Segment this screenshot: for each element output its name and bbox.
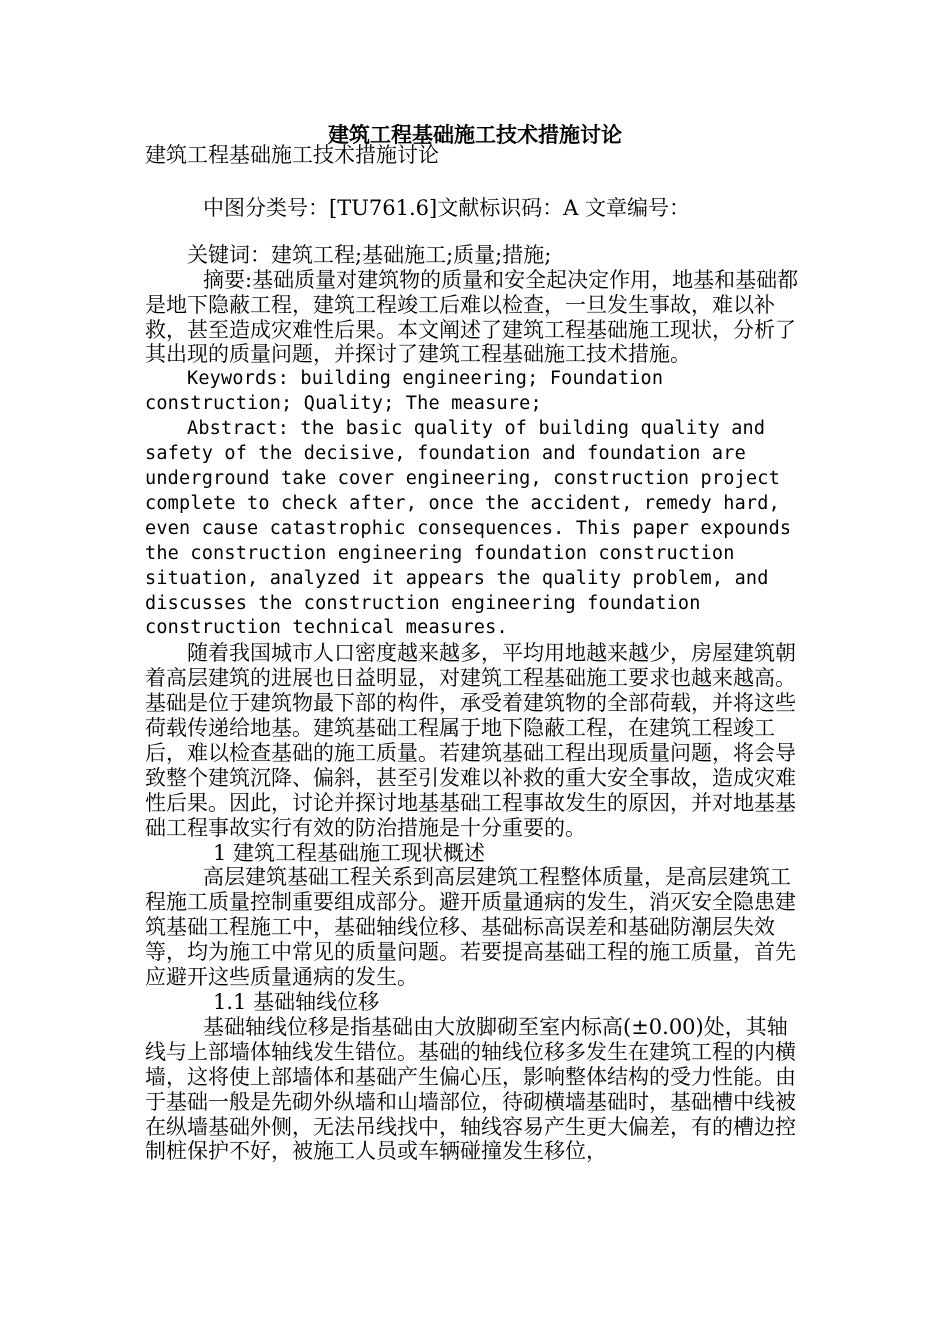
spacer [145,221,805,243]
section-1-body: 高层建筑基础工程关系到高层建筑工程整体质量，是高层建筑工程施工质量控制重要组成部分。避开质量通病的发生，消灭安全隐患建筑基础工程施工中，基础轴线位移、基础标高误差和基础防潮层失效等，均为施工中常见的质量问题。若要提高基础工程的施工质量，首先应避开这些质量通病的发生。 [145,865,796,990]
document-subtitle: 建筑工程基础施工技术措施讨论 [145,143,439,167]
abstract-cn: 摘要:基础质量对建筑物的质量和安全起决定作用，地基和基础都是地下隐蔽工程，建筑工程竣工后难以检查，一旦发生事故，难以补救，甚至造成灾难性后果。本文阐述了建筑工程基础施工现状，分析了其出现的质量问题，并探讨了建筑工程基础施工技术措施。 [145,267,799,367]
section-1-1-body: 基础轴线位移是指基础由大放脚砌至室内标高(±0.00)处，其轴线与上部墙体轴线发生错位。基础的轴线位移多发生在建筑工程的内横墙，这将使上部墙体和基础产生偏心压，影响整体结构的受力性能。由于基础一般是先砌外纵墙和山墙部位，待砌横墙基础时，基础槽中线被在纵墙基础外侧，无法吊线找中，轴线容易产生更大偏差，有的槽边控制桩保护不好，被施工人员或车辆碰撞发生移位， [145,1014,796,1164]
abstract-en: Abstract: the basic quality of building quality and safety of the decisive, foundation and foundation are underground take cover engineering, construction project complete to check after, once the accident, remedy hard, even cause catastrophic consequences. This paper expounds the construction engineering foundation construction situation, analyzed it appears the quality problem, and discusses the construction engineering foundation construction technical measures. [145,418,792,639]
document-title: 建筑工程基础施工技术措施讨论 [328,122,622,147]
keywords-en: Keywords: building engineering; Foundation construction; Quality; The measure; [145,368,664,415]
document-page [145,116,805,1164]
section-1-heading: 1 建筑工程基础施工现状概述 [213,840,486,865]
intro-paragraph: 随着我国城市人口密度越来越多，平均用地越来越少，房屋建筑朝着高层建筑的进展也日益明显，对建筑工程基础施工要求也越来越高。基础是位于建筑物最下部的构件，承受着建筑物的全部荷载，并将这些荷载传递给地基。建筑基础工程属于地下隐蔽工程，在建筑工程竣工后，难以检查基础的施工质量。若建筑基础工程出现质量问题，将会导致整个建筑沉降、偏斜，甚至引发难以补救的重大安全事故，造成灾难性后果。因此，讨论并探讨地基基础工程事故发生的原因，并对地基基础工程事故实行有效的防治措施是十分重要的。 [145,641,796,840]
section-1-1-heading: 1.1 基础轴线位移 [213,990,380,1014]
classification-line: 中图分类号：[TU761.6]文献标识码：A 文章编号： [203,195,691,220]
keywords-cn: 关键词：建筑工程;基础施工;质量;措施; [187,242,552,267]
spacer [145,168,805,196]
